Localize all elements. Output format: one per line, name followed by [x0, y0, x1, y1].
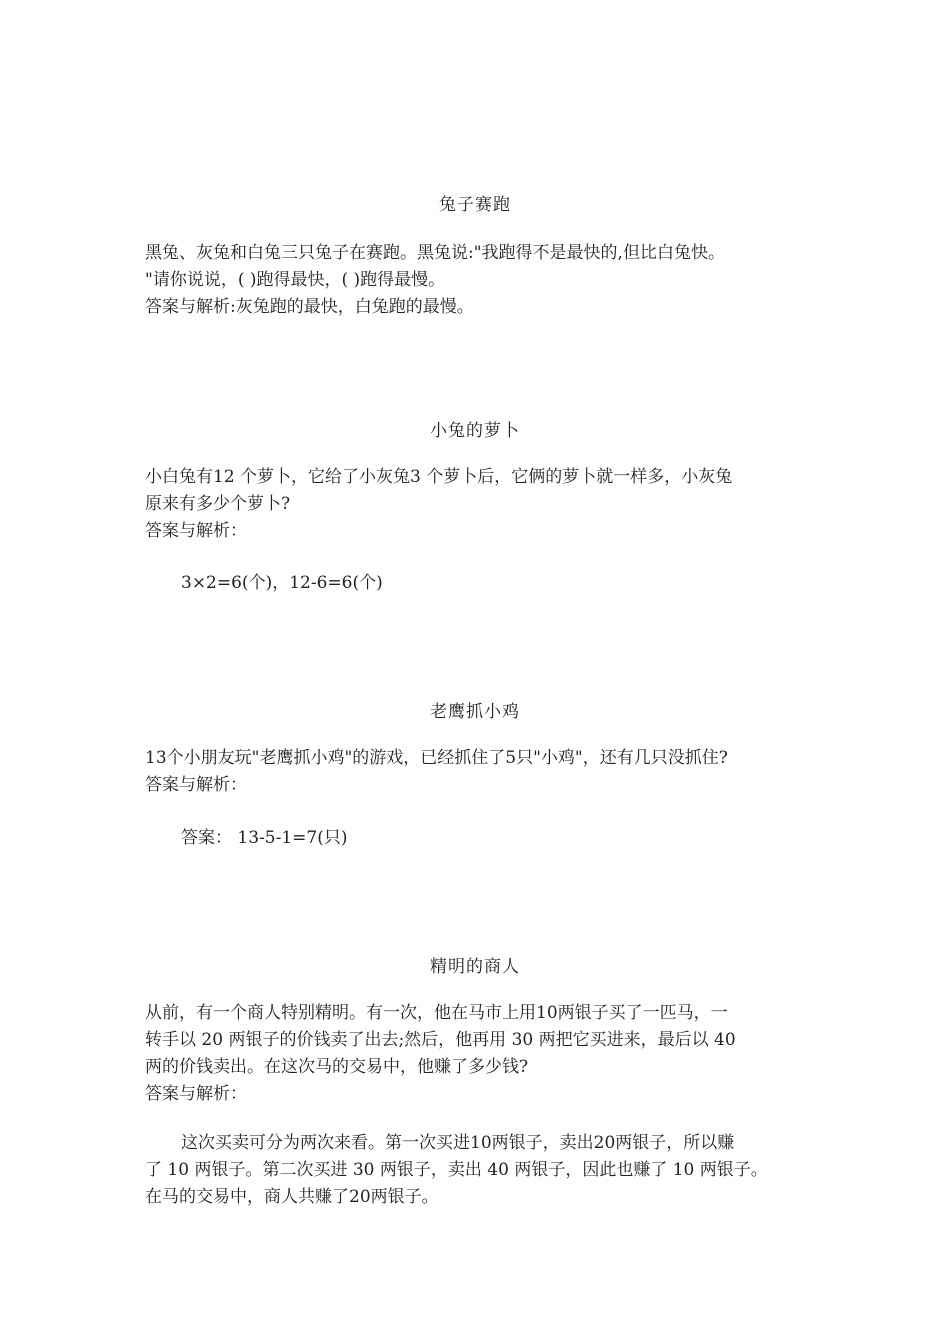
question-line: 原来有多少个萝卜? — [145, 494, 291, 514]
answer-line: 这次买卖可分为两次来看。第一次买进10两银子，卖出20两银子，所以赚 — [181, 1133, 735, 1153]
answer-label: 答案与解析： — [145, 775, 247, 795]
answer-label: 答案与解析： — [145, 521, 247, 541]
answer-body-clever-merchant — [145, 1130, 810, 1211]
question-line: 13个小朋友玩"老鹰抓小鸡"的游戏，已经抓住了5只"小鸡"，还有几只没抓住? — [145, 748, 728, 768]
section-body-eagle-chicks — [145, 745, 810, 799]
answer-label: 答案与解析： — [145, 1084, 247, 1104]
question-line: 黑兔、灰兔和白兔三只兔子在赛跑。黑兔说:"我跑得不是最快的,但比白兔快。 — [145, 243, 725, 263]
answer-body: 答案： 13-5-1=7(只) — [181, 828, 348, 848]
answer-body-rabbit-carrots — [145, 570, 810, 597]
section-body-rabbit-race — [145, 240, 810, 321]
answer-body-eagle-chicks — [145, 825, 810, 852]
section-title-rabbit-carrots: 小兔的萝卜 — [430, 421, 520, 441]
answer-line: 答案与解析:灰兔跑的最快，白兔跑的最慢。 — [145, 297, 474, 317]
section-body-rabbit-carrots — [145, 464, 810, 545]
question-line: 两的价钱卖出。在这次马的交易中，他赚了多少钱? — [145, 1057, 529, 1077]
question-line: 转手以 20 两银子的价钱卖了出去;然后，他再用 30 两把它买进来，最后以 40 — [145, 1030, 736, 1050]
section-body-clever-merchant — [145, 1000, 810, 1108]
answer-body: 3×2=6(个)，12-6=6(个) — [181, 573, 383, 593]
section-title-rabbit-race: 兔子赛跑 — [439, 195, 511, 215]
question-line: 小白兔有12 个萝卜，它给了小灰兔3 个萝卜后，它俩的萝卜就一样多，小灰兔 — [145, 467, 733, 487]
answer-line: 了 10 两银子。第二次买进 30 两银子，卖出 40 两银子，因此也赚了 10 两银子。 — [145, 1160, 768, 1180]
question-line: "请你说说，( )跑得最快，( )跑得最慢。 — [145, 270, 446, 290]
answer-line: 在马的交易中，商人共赚了20两银子。 — [145, 1187, 439, 1207]
section-title-eagle-chicks: 老鹰抓小鸡 — [430, 702, 520, 722]
section-title-clever-merchant: 精明的商人 — [430, 957, 520, 977]
question-line: 从前，有一个商人特别精明。有一次，他在马市上用10两银子买了一匹马，一 — [145, 1003, 728, 1023]
